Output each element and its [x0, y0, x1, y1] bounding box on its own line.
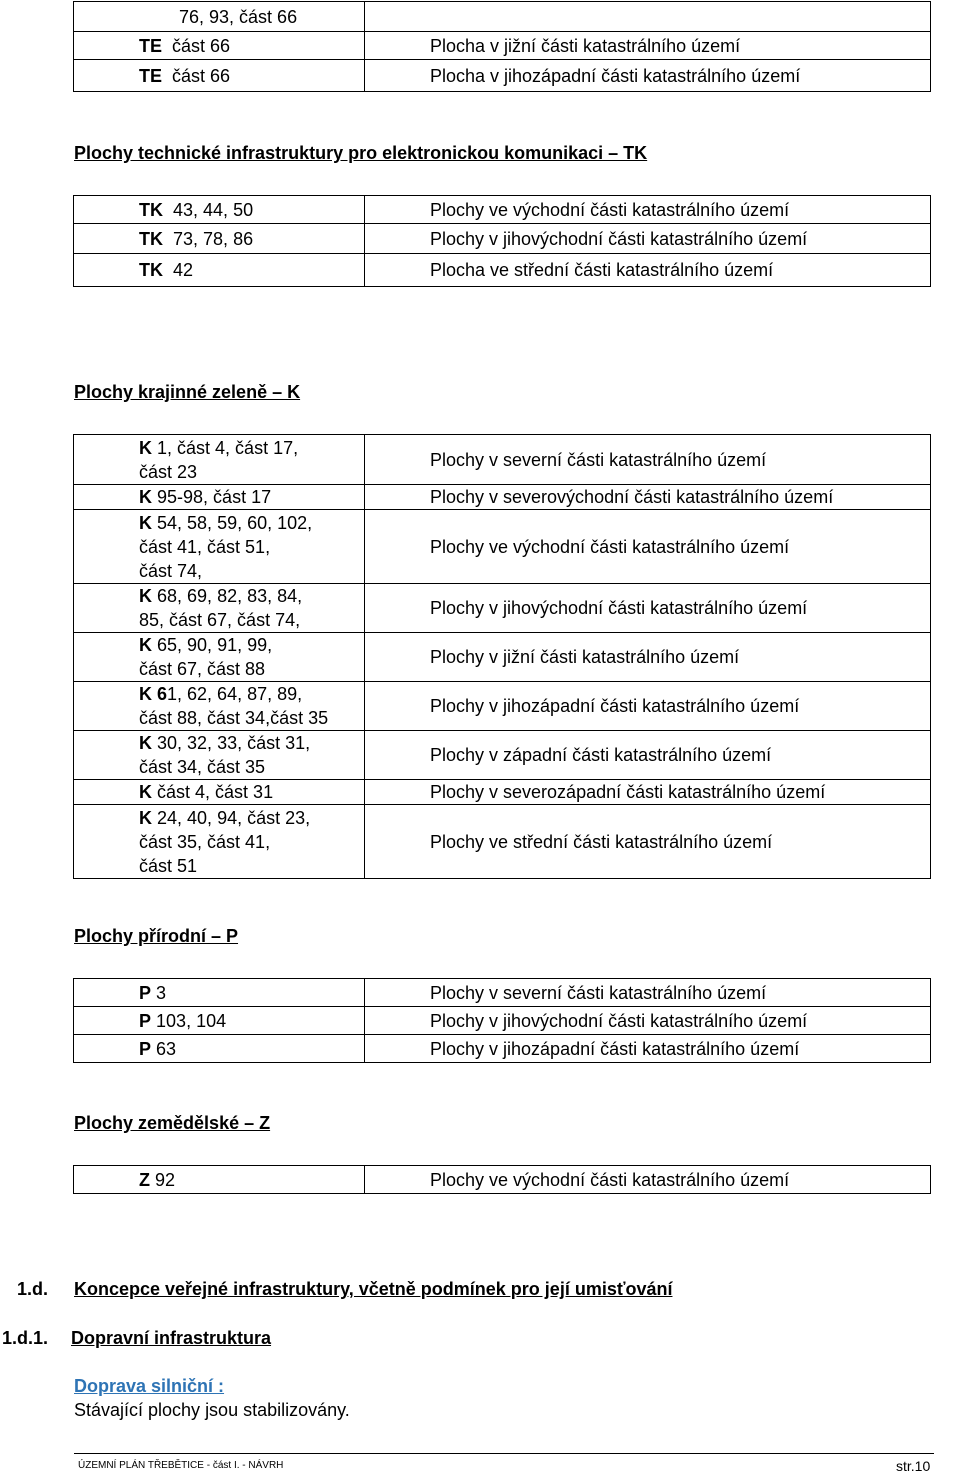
parcel-numbers: 3: [156, 982, 167, 1003]
table-row: [74, 510, 931, 584]
parcel-numbers: 73, 78, 86: [173, 228, 254, 249]
parcel-numbers: 43, 44, 50: [173, 199, 254, 220]
parcel-line: část 23: [139, 461, 198, 482]
table-z: [73, 1165, 931, 1194]
parcel-numbers: 92: [155, 1169, 176, 1190]
parcel-line: 95-98, část 17: [157, 487, 272, 507]
location-cell: Plochy v jižní části katastrálního území: [365, 633, 931, 682]
page-number: str.10: [896, 1458, 931, 1474]
table-row: [74, 979, 931, 1007]
parcel-cell: 76, 93, část 66: [179, 6, 298, 27]
parcel-line: 68, 69, 82, 83, 84,: [157, 586, 303, 606]
parcel-line: 24, 40, 94, část 23,: [157, 807, 311, 828]
category-code: TK: [139, 260, 163, 280]
category-code: TE: [139, 65, 163, 86]
subchapter-number: 1.d.1.: [2, 1328, 49, 1348]
subchapter-title: Dopravní infrastruktura: [71, 1328, 272, 1348]
location-cell: Plochy v západní části katastrálního území: [365, 731, 931, 780]
parcel-line: 1, 62, 64, 87, 89,: [167, 684, 303, 704]
table-row: [74, 2, 931, 32]
table-k: [73, 434, 931, 879]
chapter-title: Koncepce veřejné infrastruktury, včetně podmínek pro její umisťování: [74, 1279, 673, 1299]
category-code: P: [139, 1010, 152, 1031]
table-row: [74, 633, 931, 682]
table-row: [74, 254, 931, 287]
table-te: [73, 1, 931, 92]
location-cell: [365, 2, 931, 32]
table-row: [74, 60, 931, 92]
chapter-number: 1.d.: [17, 1279, 49, 1299]
category-code: K: [139, 512, 152, 533]
category-code: TK: [139, 228, 163, 249]
table-row: [74, 1166, 931, 1194]
table-tk: [73, 195, 931, 287]
location-cell: Plochy ve východní části katastrálního území: [365, 510, 931, 584]
category-code: TK: [139, 199, 163, 220]
parcel-line: část 34, část 35: [139, 757, 266, 777]
parcel-line: část 67, část 88: [139, 659, 266, 679]
parcel-numbers: část 66: [172, 65, 231, 86]
location-cell: Plochy v jihovýchodní části katastrálního území: [365, 1007, 931, 1035]
location-cell: Plochy v severovýchodní části katastrálního území: [365, 485, 931, 510]
category-code: K: [139, 586, 152, 606]
location-cell: Plocha v jihozápadní části katastrálního území: [365, 60, 931, 92]
location-cell: Plochy v severní části katastrálního území: [365, 435, 931, 485]
parcel-line: část 4, část 31: [157, 782, 274, 802]
table-row: [74, 1035, 931, 1063]
section-heading-tk: Plochy technické infrastruktury pro elektronickou komunikaci – TK: [74, 143, 648, 163]
location-cell: Plochy v jihozápadní části katastrálního území: [365, 1035, 931, 1063]
table-row: [74, 435, 931, 485]
category-code: TE: [139, 35, 163, 56]
table-row: [74, 485, 931, 510]
parcel-numbers: část 66: [172, 35, 231, 56]
parcel-numbers: 42: [173, 260, 194, 280]
category-code: K: [139, 437, 152, 458]
parcel-line: 1, část 4, část 17,: [157, 437, 299, 458]
table-row: [74, 682, 931, 731]
category-code: K: [139, 782, 152, 802]
location-cell: Plochy ve východní části katastrálního území: [365, 196, 931, 224]
table-row: [74, 1007, 931, 1035]
category-code: K: [139, 487, 152, 507]
table-row: [74, 731, 931, 780]
section-heading-k: Plochy krajinné zeleně – K: [74, 382, 301, 402]
category-code: K: [139, 807, 152, 828]
category-code: K: [139, 733, 152, 753]
category-code: P: [139, 982, 152, 1003]
table-row: [74, 32, 931, 60]
parcel-line: 54, 58, 59, 60, 102,: [157, 512, 313, 533]
footer-document-title: ÚZEMNÍ PLÁN TŘEBĚTICE - část I. - NÁVRH: [78, 1460, 284, 1471]
location-cell: Plochy ve střední části katastrálního území: [365, 805, 931, 879]
location-cell: Plochy v jihozápadní části katastrálního území: [365, 682, 931, 731]
category-code: K: [139, 635, 152, 655]
parcel-line: 85, část 67, část 74,: [139, 610, 301, 630]
location-cell: Plochy v severozápadní části katastrálního území: [365, 780, 931, 805]
table-row: [74, 196, 931, 224]
location-cell: Plochy v jihovýchodní části katastrálního území: [365, 584, 931, 633]
table-row: [74, 224, 931, 254]
location-cell: Plochy v severní části katastrálního území: [365, 979, 931, 1007]
parcel-numbers: 103, 104: [156, 1010, 227, 1031]
footer-divider: [74, 1453, 934, 1454]
location-cell: Plochy ve východní části katastrálního území: [365, 1166, 931, 1194]
section-heading-p: Plochy přírodní – P: [74, 926, 239, 946]
table-row: [74, 805, 931, 879]
table-p: [73, 978, 931, 1063]
location-cell: Plocha v jižní části katastrálního území: [365, 32, 931, 60]
parcel-line: část 35, část 41,: [139, 831, 271, 852]
table-row: [74, 584, 931, 633]
parcel-line: část 41, část 51,: [139, 536, 271, 557]
section-heading-z: Plochy zemědělské – Z: [74, 1113, 271, 1133]
parcel-line: část 51: [139, 855, 198, 876]
category-code: P: [139, 1038, 152, 1059]
parcel-numbers: 63: [156, 1038, 177, 1059]
parcel-line: část 74,: [139, 560, 203, 581]
parcel-line: 65, 90, 91, 99,: [157, 635, 273, 655]
location-cell: Plochy v jihovýchodní části katastrálního území: [365, 224, 931, 254]
doprava-text: Stávající plochy jsou stabilizovány.: [74, 1400, 350, 1420]
table-row: [74, 780, 931, 805]
category-code: Z: [139, 1169, 150, 1190]
parcel-line: část 88, část 34,část 35: [139, 708, 329, 728]
location-cell: Plocha ve střední části katastrálního území: [365, 254, 931, 287]
parcel-line: 30, 32, 33, část 31,: [157, 733, 311, 753]
category-code: K 6: [139, 684, 168, 704]
doprava-silnicni-link[interactable]: Doprava silniční :: [74, 1376, 225, 1396]
